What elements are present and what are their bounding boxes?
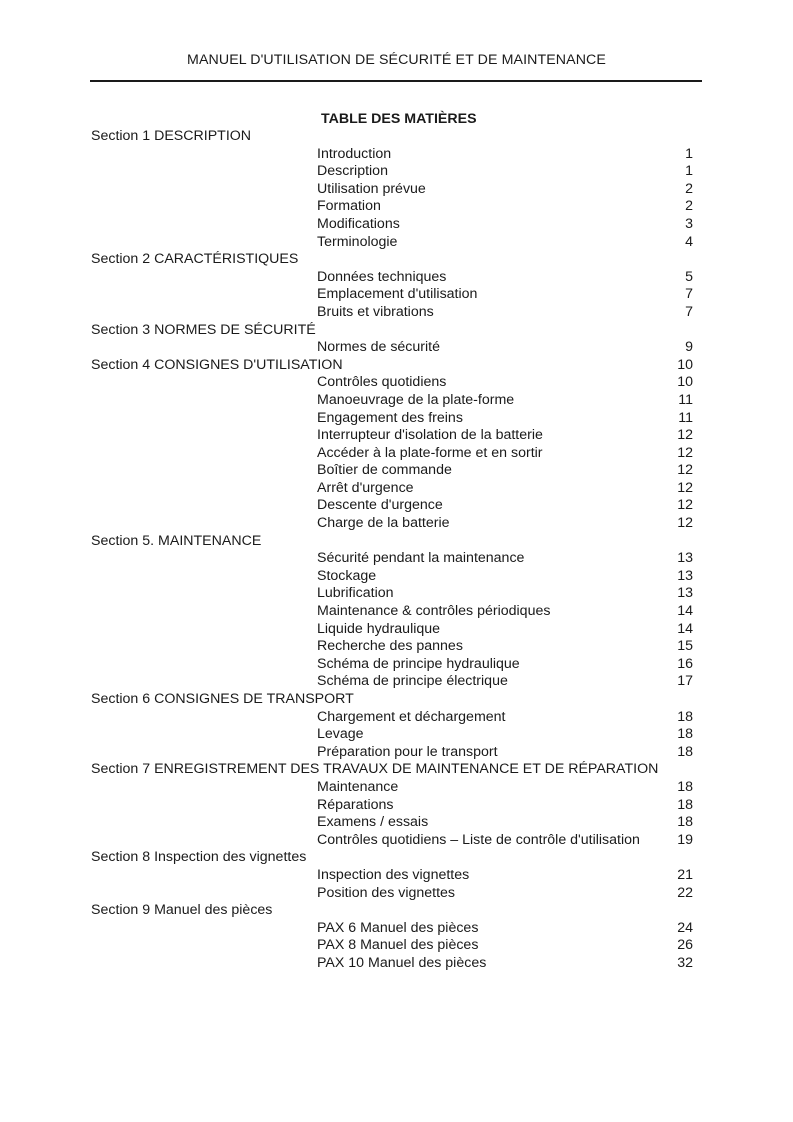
toc-entry-row bbox=[91, 585, 697, 603]
toc-page-number: 4 bbox=[685, 233, 693, 250]
toc-entry-row bbox=[91, 638, 697, 656]
toc-page-number: 10 bbox=[677, 356, 693, 373]
toc-page-number: 18 bbox=[677, 796, 693, 813]
toc-entry-row bbox=[91, 234, 697, 252]
toc-section-title: Section 9 Manuel des pièces bbox=[91, 902, 273, 919]
toc-section-row bbox=[91, 533, 697, 551]
toc-entry-row bbox=[91, 198, 697, 216]
toc-section-row bbox=[91, 128, 697, 146]
toc-entry-title: Description bbox=[317, 163, 388, 180]
toc-page-number: 12 bbox=[677, 497, 693, 514]
toc-entry-row bbox=[91, 779, 697, 797]
toc-section-title: Section 1 DESCRIPTION bbox=[91, 128, 252, 144]
toc-page-number: 2 bbox=[685, 198, 693, 215]
toc-section-row bbox=[91, 761, 697, 779]
toc-page-number: 18 bbox=[677, 778, 693, 795]
toc-entry-title: Position des vignettes bbox=[317, 884, 456, 901]
toc-entry-row bbox=[91, 304, 697, 322]
toc-entry-row bbox=[91, 726, 697, 744]
toc-section-title: Section 8 Inspection des vignettes bbox=[91, 849, 307, 866]
toc-entry-title: Bruits et vibrations bbox=[317, 303, 434, 320]
toc-entry-title: Sécurité pendant la maintenance bbox=[317, 550, 525, 567]
toc-page-number: 7 bbox=[685, 303, 693, 320]
toc-entry-row bbox=[91, 269, 697, 287]
toc-section-row bbox=[91, 251, 697, 269]
toc-entry-title: Modifications bbox=[317, 215, 400, 232]
toc-entry-title: Lubrification bbox=[317, 585, 394, 602]
toc-page-number: 12 bbox=[677, 427, 693, 444]
toc-page-number: 18 bbox=[677, 708, 693, 725]
toc-entry-row bbox=[91, 497, 697, 515]
toc-title: TABLE DES MATIÈRES bbox=[321, 111, 477, 127]
toc-page-number: 26 bbox=[677, 937, 693, 954]
toc-page-number: 24 bbox=[677, 919, 693, 936]
table-of-contents bbox=[91, 128, 697, 973]
toc-page-number: 14 bbox=[677, 620, 693, 637]
toc-page-number: 32 bbox=[677, 954, 693, 971]
toc-page-number: 12 bbox=[677, 462, 693, 479]
toc-entry-title: Manoeuvrage de la plate-forme bbox=[317, 391, 515, 408]
toc-page-number: 22 bbox=[677, 884, 693, 901]
toc-entry-title: PAX 8 Manuel des pièces bbox=[317, 937, 479, 954]
toc-entry-title: Descente d'urgence bbox=[317, 497, 443, 514]
toc-page-number: 1 bbox=[685, 163, 693, 180]
toc-entry-row bbox=[91, 744, 697, 762]
toc-entry-title: Chargement et déchargement bbox=[317, 708, 506, 725]
toc-entry-title: Normes de sécurité bbox=[317, 339, 441, 356]
toc-entry-title: Terminologie bbox=[317, 233, 398, 250]
toc-entry-row bbox=[91, 603, 697, 621]
toc-page-number: 3 bbox=[685, 215, 693, 232]
toc-entry-row bbox=[91, 955, 697, 973]
toc-entry-title: Inspection des vignettes bbox=[317, 866, 470, 883]
toc-page-number: 18 bbox=[677, 726, 693, 743]
toc-entry-row bbox=[91, 515, 697, 533]
toc-page-number: 12 bbox=[677, 479, 693, 496]
toc-section-row bbox=[91, 357, 697, 375]
toc-section-title: Section 2 CARACTÉRISTIQUES bbox=[91, 251, 299, 268]
toc-page-number: 21 bbox=[677, 866, 693, 883]
toc-entry-row bbox=[91, 480, 697, 498]
toc-page-number: 2 bbox=[685, 180, 693, 197]
toc-entry-title: Contrôles quotidiens – Liste de contrôle d'utilisation bbox=[317, 831, 640, 848]
toc-entry-title: PAX 6 Manuel des pièces bbox=[317, 919, 479, 936]
toc-entry-row bbox=[91, 163, 697, 181]
toc-page-number: 10 bbox=[677, 374, 693, 391]
toc-page-number: 5 bbox=[685, 268, 693, 285]
toc-entry-title: Données techniques bbox=[317, 268, 447, 285]
toc-entry-row bbox=[91, 621, 697, 639]
toc-entry-row bbox=[91, 374, 697, 392]
toc-entry-title: Contrôles quotidiens bbox=[317, 374, 447, 391]
toc-entry-title: Formation bbox=[317, 198, 381, 215]
toc-entry-row bbox=[91, 937, 697, 955]
toc-page-number: 16 bbox=[677, 655, 693, 672]
toc-section-title: Section 6 CONSIGNES DE TRANSPORT bbox=[91, 691, 354, 707]
toc-section-row bbox=[91, 322, 697, 340]
toc-page-number: 14 bbox=[677, 603, 693, 620]
toc-page-number: 12 bbox=[677, 515, 693, 532]
toc-page-number: 17 bbox=[677, 673, 693, 690]
toc-entry-title: Liquide hydraulique bbox=[317, 620, 441, 637]
toc-entry-row bbox=[91, 885, 697, 903]
toc-entry-row bbox=[91, 410, 697, 428]
toc-section-title: Section 4 CONSIGNES D'UTILISATION bbox=[91, 356, 343, 373]
toc-entry-title: Emplacement d'utilisation bbox=[317, 286, 478, 303]
toc-page-number: 1 bbox=[685, 145, 693, 162]
toc-entry-title: Arrêt d'urgence bbox=[317, 479, 414, 496]
toc-entry-row bbox=[91, 181, 697, 199]
toc-page-number: 11 bbox=[678, 409, 693, 426]
toc-section-title: Section 5. MAINTENANCE bbox=[91, 532, 262, 549]
toc-entry-title: Stockage bbox=[317, 567, 377, 584]
toc-entry-row bbox=[91, 920, 697, 938]
toc-entry-title: Examens / essais bbox=[317, 814, 429, 831]
toc-entry-row bbox=[91, 286, 697, 304]
toc-entry-row bbox=[91, 797, 697, 815]
toc-section-row bbox=[91, 849, 697, 867]
toc-entry-title: Recherche des pannes bbox=[317, 638, 463, 655]
toc-section-row bbox=[91, 902, 697, 920]
toc-page-number: 13 bbox=[677, 550, 693, 567]
toc-entry-row bbox=[91, 832, 697, 850]
toc-entry-row bbox=[91, 462, 697, 480]
toc-entry-title: Maintenance & contrôles périodiques bbox=[317, 603, 551, 620]
toc-entry-row bbox=[91, 392, 697, 410]
toc-entry-title: Schéma de principe électrique bbox=[317, 673, 508, 690]
toc-entry-title: Levage bbox=[317, 726, 364, 743]
toc-entry-row bbox=[91, 814, 697, 832]
toc-page-number: 13 bbox=[677, 585, 693, 602]
header-divider bbox=[90, 80, 702, 82]
toc-entry-title: PAX 10 Manuel des pièces bbox=[317, 954, 487, 971]
toc-entry-row bbox=[91, 216, 697, 234]
toc-section-title: Section 3 NORMES DE SÉCURITÉ bbox=[91, 321, 316, 338]
toc-entry-row bbox=[91, 146, 697, 164]
toc-entry-title: Boîtier de commande bbox=[317, 462, 452, 479]
toc-page-number: 19 bbox=[677, 831, 693, 848]
page-header-title: MANUEL D'UTILISATION DE SÉCURITÉ ET DE MAINTENANCE bbox=[187, 52, 606, 68]
toc-page-number: 18 bbox=[677, 814, 693, 831]
toc-page-number: 9 bbox=[685, 339, 693, 356]
toc-entry-row bbox=[91, 673, 697, 691]
toc-entry-title: Accéder à la plate-forme et en sortir bbox=[317, 444, 543, 461]
toc-entry-row bbox=[91, 427, 697, 445]
toc-entry-title: Schéma de principe hydraulique bbox=[317, 655, 520, 672]
toc-entry-title: Utilisation prévue bbox=[317, 180, 426, 197]
toc-entry-title: Engagement des freins bbox=[317, 409, 463, 426]
toc-entry-row bbox=[91, 867, 697, 885]
toc-page-number: 15 bbox=[677, 638, 693, 655]
toc-entry-row bbox=[91, 709, 697, 727]
toc-page-number: 7 bbox=[685, 286, 693, 303]
toc-entry-title: Interrupteur d'isolation de la batterie bbox=[317, 427, 543, 444]
toc-page-number: 18 bbox=[677, 743, 693, 760]
toc-page-number: 12 bbox=[677, 444, 693, 461]
toc-entry-title: Réparations bbox=[317, 796, 394, 813]
toc-section-row bbox=[91, 691, 697, 709]
toc-entry-row bbox=[91, 656, 697, 674]
toc-entry-title: Maintenance bbox=[317, 778, 399, 795]
toc-entry-title: Préparation pour le transport bbox=[317, 743, 498, 760]
toc-page-number: 11 bbox=[678, 391, 693, 408]
toc-page-number: 13 bbox=[677, 567, 693, 584]
toc-entry-row bbox=[91, 339, 697, 357]
toc-entry-title: Charge de la batterie bbox=[317, 515, 450, 532]
toc-entry-row bbox=[91, 445, 697, 463]
toc-entry-row bbox=[91, 550, 697, 568]
toc-entry-row bbox=[91, 568, 697, 586]
toc-section-title: Section 7 ENREGISTREMENT DES TRAVAUX DE MAINTENANCE ET DE RÉPARATION bbox=[91, 761, 659, 778]
toc-entry-title: Introduction bbox=[317, 145, 392, 162]
